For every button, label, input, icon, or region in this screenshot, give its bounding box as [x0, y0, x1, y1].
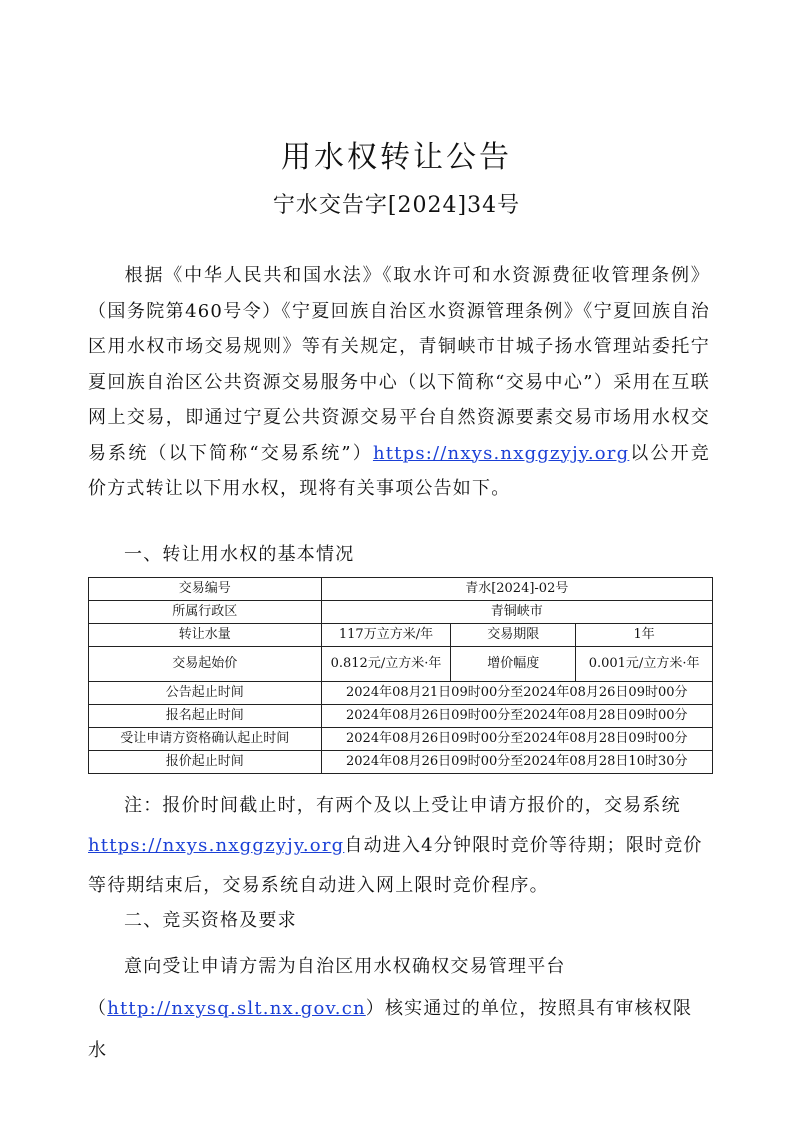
document-number: 宁水交告字[2024]34号	[272, 193, 521, 218]
table-row	[89, 647, 713, 682]
quote-period-label: 报价起止时间	[89, 751, 322, 774]
intro-text-tail: 以公开竞价方式转让以下用水权，现将有关事项公告如下。	[88, 442, 710, 499]
requirement-text-tail: ）核实通过的单位，按照具有审核权限水	[88, 998, 693, 1061]
trade-no-label: 交易编号	[89, 578, 322, 601]
announce-period-value: 2024年08月21日09时00分至2024年08月26日09时00分	[321, 682, 712, 705]
district-label: 所属行政区	[89, 601, 322, 624]
signup-period-label: 报名起止时间	[89, 705, 322, 728]
increment-label: 增价幅度	[451, 647, 576, 682]
water-right-info-table	[88, 577, 713, 774]
trading-system-link[interactable]: https://nxys.nxggzyjy.org	[372, 442, 630, 464]
signup-period-value: 2024年08月26日09时00分至2024年08月28日09时00分	[321, 705, 712, 728]
start-price-label: 交易起始价	[89, 647, 322, 682]
trading-system-link-note[interactable]: https://nxys.nxggzyjy.org	[88, 835, 345, 856]
table-row	[89, 682, 713, 705]
note-text-tail: 自动进入4分钟限时竞价等待期；限时竞价等待期结束后，交易系统自动进入网上限时竞价程序。	[88, 835, 703, 896]
table-row	[89, 728, 713, 751]
increment-value: 0.001元/立方米·年	[576, 647, 713, 682]
section-heading-requirements: 二、竞买资格及要求	[124, 910, 297, 931]
section-heading-basic-info: 一、转让用水权的基本情况	[124, 544, 355, 565]
period-value: 1年	[576, 624, 713, 647]
intro-paragraph	[88, 258, 710, 507]
announce-period-label: 公告起止时间	[89, 682, 322, 705]
volume-value: 117万立方米/年	[321, 624, 451, 647]
requirement-paragraph	[88, 946, 710, 1072]
table-row	[89, 578, 713, 601]
trade-no-value: 青水[2024]-02号	[321, 578, 712, 601]
table-row	[89, 624, 713, 647]
district-value: 青铜峡市	[321, 601, 712, 624]
volume-label: 转让水量	[89, 624, 322, 647]
intro-text: 根据《中华人民共和国水法》《取水许可和水资源费征收管理条例》（国务院第460号令）《宁夏回族自治区水资源管理条例》《宁夏回族自治区用水权市场交易规则》等有关规定，青铜峡市甘城子扬水管理站委托宁夏回族自治区公共资源交易服务中心（以下简称“交易中心”）采用在互联网上交易，即通过宁夏公共资源交易平台自然资源要素交易市场用水权交易系统（以下简称“交易系统”）	[88, 265, 710, 464]
note-text: 注：报价时间截止时，有两个及以上受让申请方报价的，交易系统	[124, 795, 681, 816]
note-paragraph	[88, 786, 710, 906]
requirement-text: 意向受让申请方需为自治区用水权确权交易管理平台（	[88, 956, 566, 1019]
water-right-platform-link[interactable]: http://nxysq.slt.nx.gov.cn	[107, 998, 366, 1019]
qualification-period-value: 2024年08月26日09时00分至2024年08月28日09时00分	[321, 728, 712, 751]
table-row	[89, 751, 713, 774]
qualification-period-label: 受让申请方资格确认起止时间	[89, 728, 322, 751]
table-row	[89, 601, 713, 624]
document-title: 用水权转让公告	[281, 140, 512, 175]
table-row	[89, 705, 713, 728]
period-label: 交易期限	[451, 624, 576, 647]
quote-period-value: 2024年08月26日09时00分至2024年08月28日10时30分	[321, 751, 712, 774]
start-price-value: 0.812元/立方米·年	[321, 647, 451, 682]
